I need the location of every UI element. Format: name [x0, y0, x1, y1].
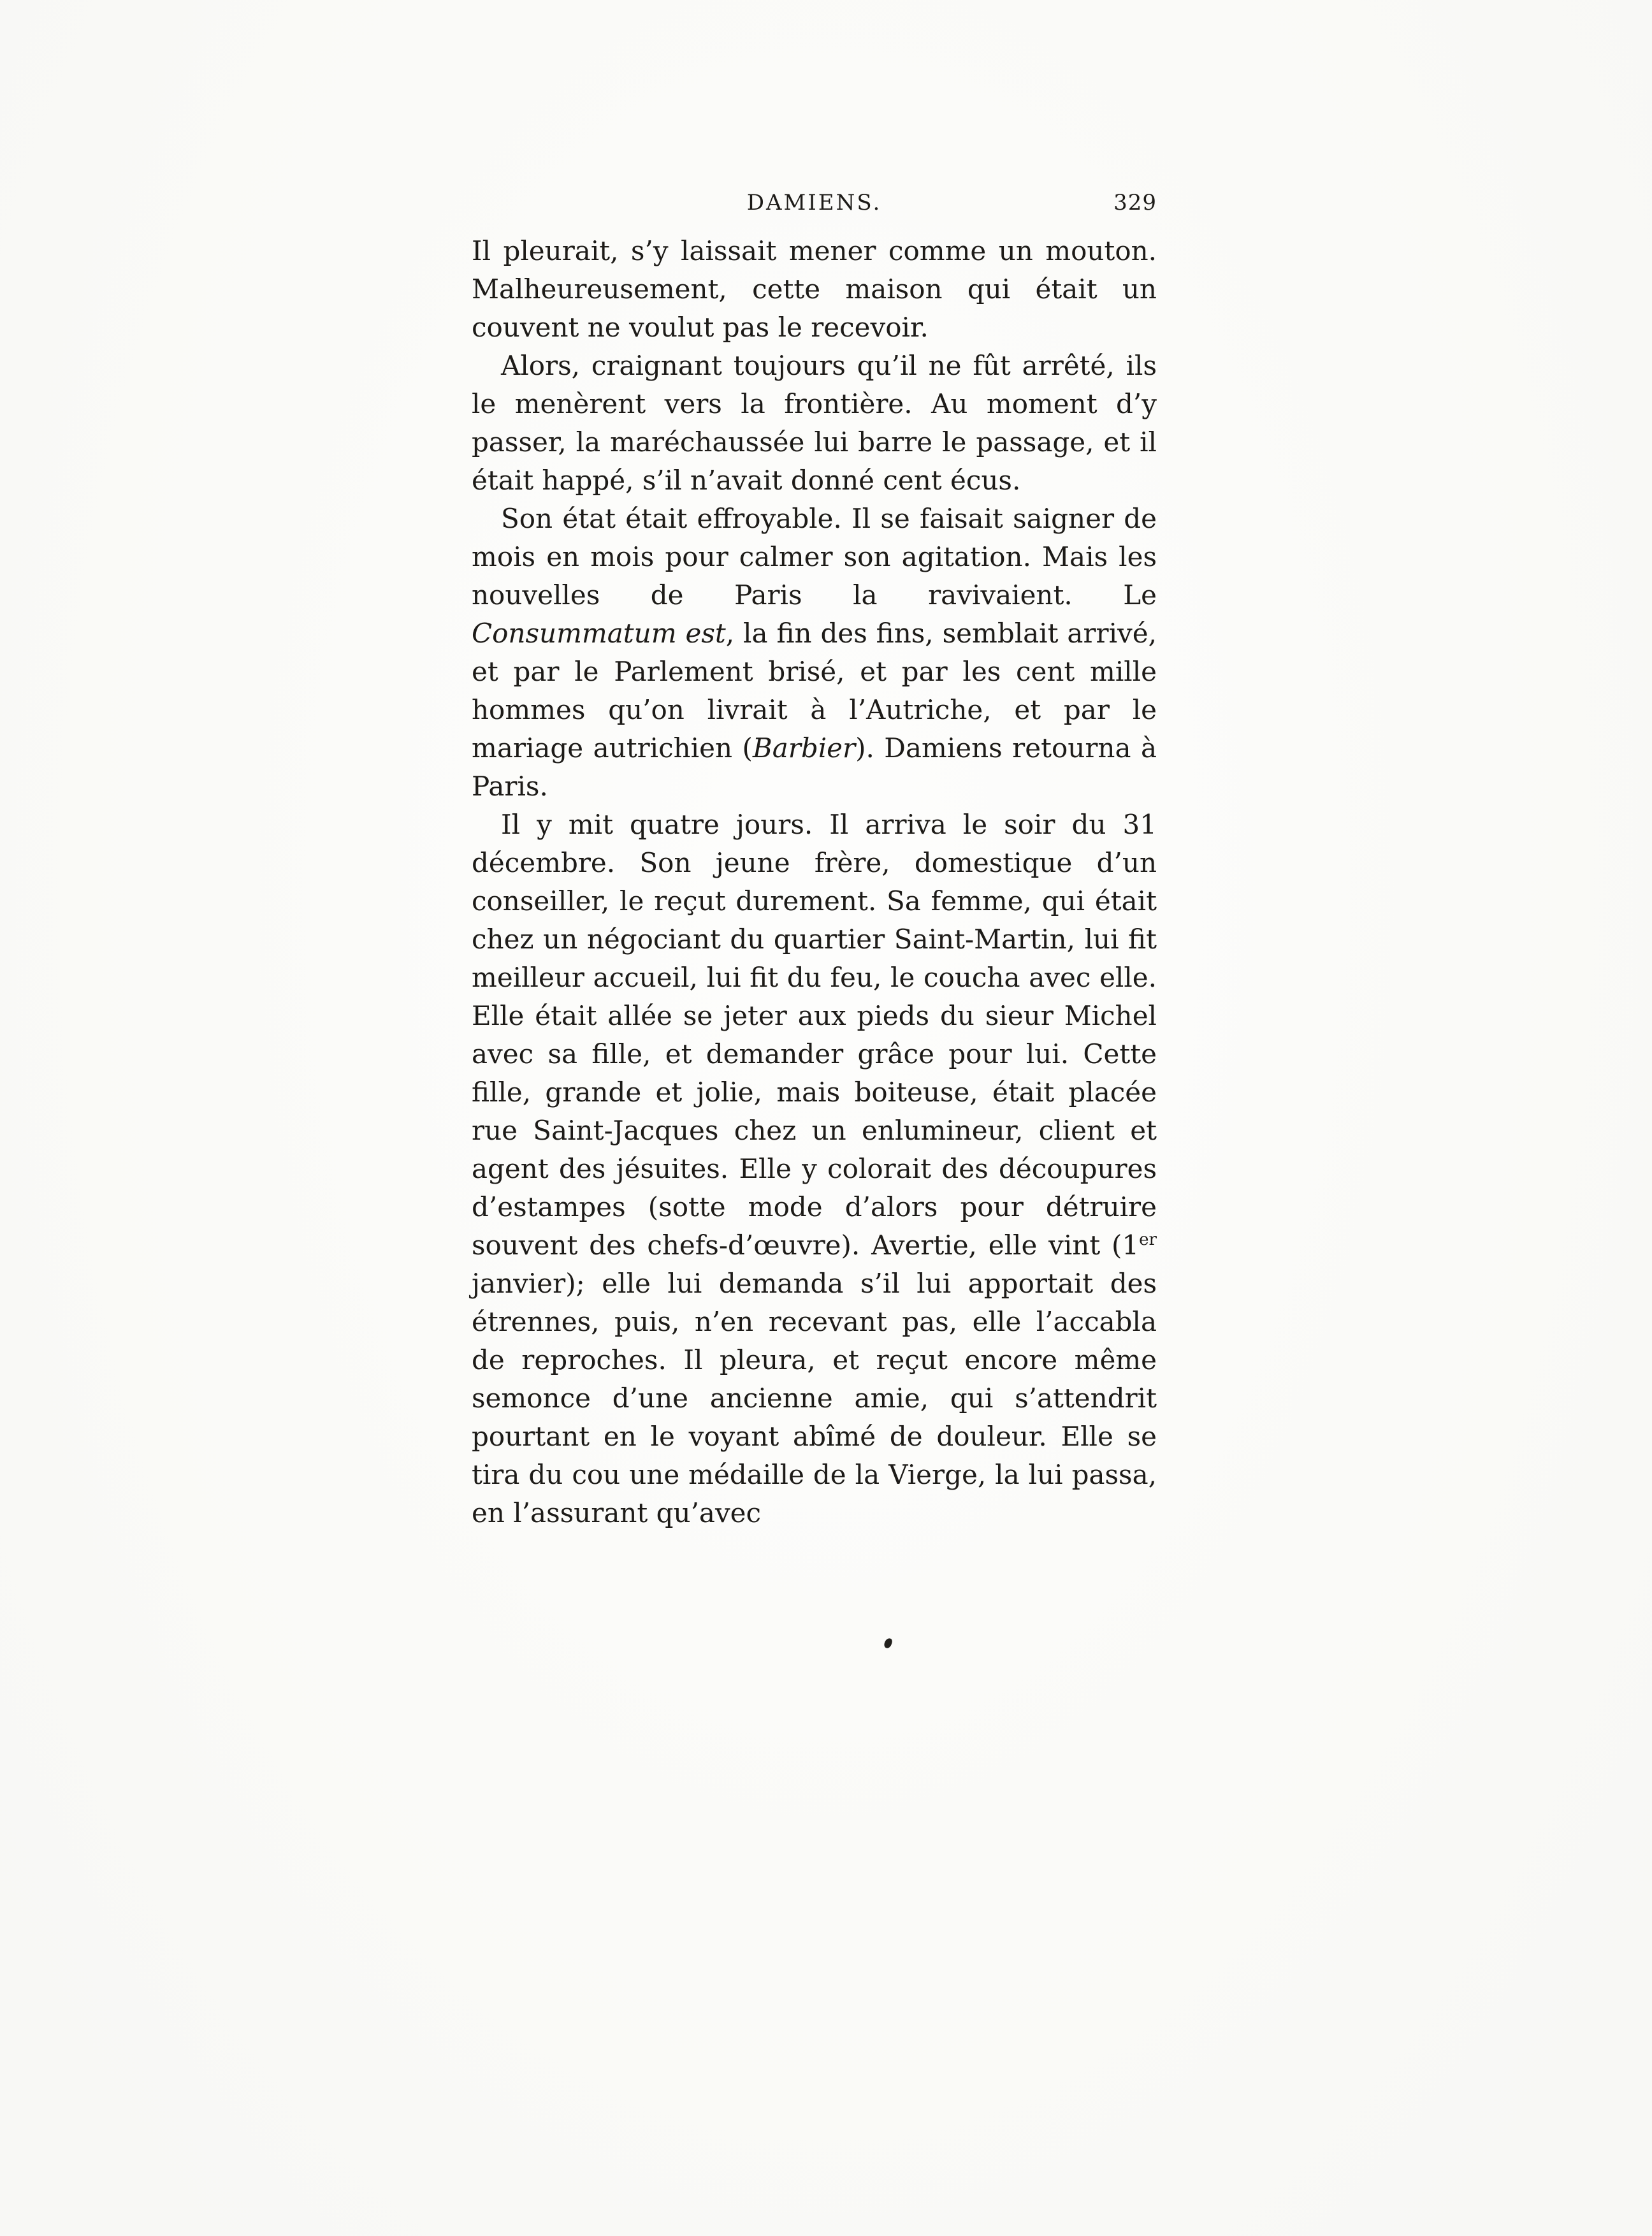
paragraph — [472, 347, 1157, 500]
paragraph — [472, 232, 1157, 347]
text-run: Il y mit quatre jours. Il arriva le soir du 31 décembre. Son jeune frère, domestique d’un conseiller, le reçut durement. Sa femme, qui était chez un négociant du quartier Saint-Martin, lui fit meilleur accueil, lui fit du feu, le coucha avec elle. Elle était allée se jeter aux pieds du sieur Michel avec sa fille, et demander grâce pour lui. Cette fille, grande et jolie, mais boiteuse, était placée rue Saint-Jacques chez un enlumineur, client et agent des jésuites. Elle y colorait des découpures d’estampes (sotte mode d’alors pour détruire souvent des chefs-d’œuvre). Avertie, elle vint (1 — [472, 809, 1157, 1261]
running-head — [472, 190, 1157, 223]
running-head-title: DAMIENS. — [746, 190, 882, 215]
text-run: Alors, craignant toujours qu’il ne fût arrêté, ils le menèrent vers la frontière. Au moment d’y passer, la maréchaussée lui barre le passage, et il était happé, s’il n’avait donné cent écus. — [472, 350, 1157, 496]
paragraph — [472, 500, 1157, 806]
paragraph — [472, 806, 1157, 1532]
text-run: Son état était effroyable. Il se faisait saigner de mois en mois pour calmer son agitation. Mais les nouvelles de Paris la ravivaient. Le — [472, 503, 1157, 611]
text-run: Il pleurait, s’y laissait mener comme un mouton. Malheureusement, cette maison qui était un couvent ne voulut pas le recevoir. — [472, 235, 1157, 343]
page-number: 329 — [1113, 190, 1157, 215]
text-run: janvier); elle lui demanda s’il lui apportait des étrennes, puis, n’en recevant pas, elle l’accabla de reproches. Il pleura, et reçut encore même semonce d’une ancienne amie, qui s’attendrit pourtant en le voyant abîmé de douleur. Elle se tira du cou une médaille de la Vierge, la lui passa, en l’assurant qu’avec — [472, 1268, 1157, 1528]
superscript-run: er — [1139, 1230, 1157, 1249]
ink-speck — [883, 1637, 893, 1650]
text-run: , la fin des fins, semblait arrivé, et par le Parlement brisé, et par les cent mille hommes qu’on livrait à l’Autriche, et par le mariage autrichien ( — [472, 618, 1157, 764]
text-column — [472, 190, 1157, 1532]
italic-text-run: Consummatum est — [472, 618, 726, 649]
text-run: ). Damiens retourna à Paris. — [472, 732, 1157, 802]
text-block — [472, 232, 1157, 1532]
italic-text-run: Barbier — [752, 732, 856, 764]
